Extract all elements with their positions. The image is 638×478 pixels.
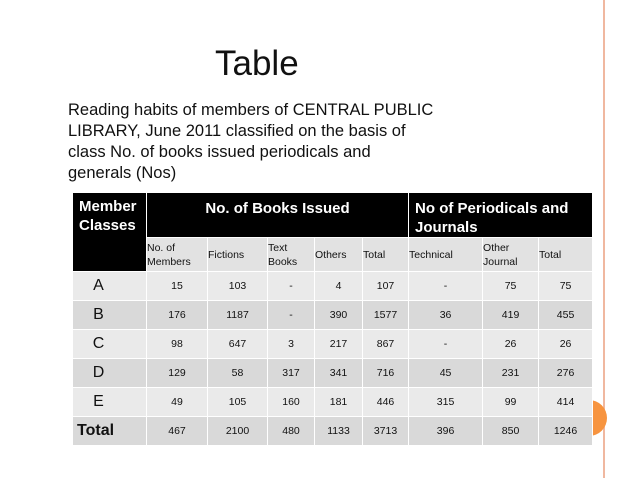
table-cell: 2100 [208,417,268,446]
table-cell: 26 [483,330,539,359]
subheader-text-books: Text Books [268,238,315,272]
table-cell: 75 [483,272,539,301]
table-cell: 181 [315,388,363,417]
subheader-no-of-members: No. of Members [147,238,208,272]
row-class-label: D [73,359,147,388]
subheader-journals-total: Total [539,238,593,272]
table-cell: 315 [409,388,483,417]
header-periodicals-journals: No of Periodicals and Journals [409,193,593,238]
table-cell: 1577 [363,301,409,330]
table-row [73,301,593,330]
table-cell: 3713 [363,417,409,446]
table-cell: 455 [539,301,593,330]
slide-title: Table [215,44,299,83]
table-cell: - [268,301,315,330]
reading-habits-table [72,192,593,446]
subheader-others: Others [315,238,363,272]
table-cell: 1187 [208,301,268,330]
subheader-books-total: Total [363,238,409,272]
table-cell: 99 [483,388,539,417]
table-cell: 396 [409,417,483,446]
table-cell: - [409,272,483,301]
table-cell: 45 [409,359,483,388]
table-cell: 390 [315,301,363,330]
table-cell: 467 [147,417,208,446]
table-cell: 103 [208,272,268,301]
table-row [73,330,593,359]
table-cell: 419 [483,301,539,330]
table-cell: 850 [483,417,539,446]
table-cell: 36 [409,301,483,330]
table-cell: 317 [268,359,315,388]
table-cell: 276 [539,359,593,388]
header-member-classes: Member Classes [73,193,147,272]
table-cell: 341 [315,359,363,388]
row-class-label: E [73,388,147,417]
table-cell: 26 [539,330,593,359]
table-cell: - [268,272,315,301]
table-cell: 231 [483,359,539,388]
table-cell: 4 [315,272,363,301]
table-cell: 1246 [539,417,593,446]
table-cell: 446 [363,388,409,417]
table-cell: 3 [268,330,315,359]
row-class-label: A [73,272,147,301]
table-cell: 49 [147,388,208,417]
table-cell: 176 [147,301,208,330]
table-cell: 160 [268,388,315,417]
table-cell: 414 [539,388,593,417]
subheader-fictions: Fictions [208,238,268,272]
table-cell: 58 [208,359,268,388]
table-cell: 15 [147,272,208,301]
header-books-issued: No. of Books Issued [147,193,409,238]
table-cell: 98 [147,330,208,359]
table-row [73,359,593,388]
table-row [73,272,593,301]
table-row [73,388,593,417]
table-cell: 716 [363,359,409,388]
table-cell: 1133 [315,417,363,446]
table-cell: 75 [539,272,593,301]
table-cell: 129 [147,359,208,388]
table-body [73,272,593,446]
table-cell: 867 [363,330,409,359]
table-row [73,417,593,446]
table-cell: - [409,330,483,359]
row-class-label: C [73,330,147,359]
subheader-technical: Technical [409,238,483,272]
table-cell: 217 [315,330,363,359]
table-cell: 480 [268,417,315,446]
row-class-label: B [73,301,147,330]
table-cell: 107 [363,272,409,301]
table-cell: 105 [208,388,268,417]
table-cell: 647 [208,330,268,359]
row-class-label: Total [73,417,147,446]
slide-description: Reading habits of members of CENTRAL PUBLIC LIBRARY, June 2011 classified on the basis of class No. of books issued periodicals and generals (Nos) [68,101,434,182]
subheader-other-journal: Other Journal [483,238,539,272]
